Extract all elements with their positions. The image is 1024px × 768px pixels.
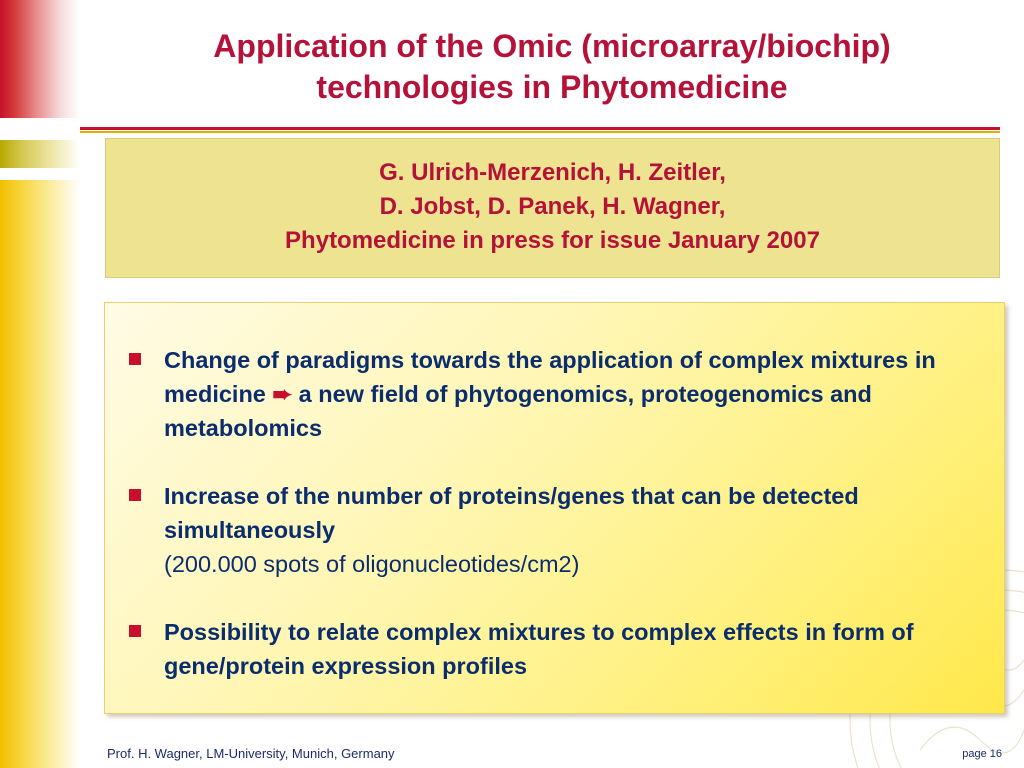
citation-authors-line-1: G. Ulrich-Merzenich, H. Zeitler, bbox=[379, 159, 726, 186]
bullet-text-part-1: Change of paradigms towards the application of complex mixtures in medicine bbox=[164, 347, 936, 407]
square-bullet-icon bbox=[129, 489, 141, 501]
square-bullet-icon bbox=[129, 625, 141, 637]
bullet-item bbox=[129, 343, 969, 445]
bullet-text: Increase of the number of proteins/genes that can be detected simultaneously bbox=[164, 483, 859, 543]
square-bullet-icon bbox=[129, 353, 141, 365]
bullet-subtext: (200.000 spots of oligonucleotides/cm2) bbox=[164, 551, 580, 577]
left-yellow-gradient-bar bbox=[0, 180, 80, 768]
slide-title bbox=[80, 26, 1024, 108]
bullet-text: Possibility to relate complex mixtures to complex effects in form of gene/protein expression profiles bbox=[164, 619, 914, 679]
left-red-gradient-bar bbox=[0, 0, 80, 118]
title-divider-gold bbox=[80, 131, 1000, 133]
content-box bbox=[104, 302, 1005, 714]
right-arrow-icon: ➨ bbox=[272, 381, 293, 407]
citation-box bbox=[105, 138, 1000, 278]
bullet-item bbox=[129, 615, 969, 683]
title-divider-red bbox=[80, 127, 1000, 130]
left-olive-gradient-bar bbox=[0, 140, 80, 168]
slide-title-line-2: technologies in Phytomedicine bbox=[316, 69, 788, 105]
page-number: page 16 bbox=[962, 748, 1002, 760]
bullet-text-part-2: a new field of phytogenomics, proteogenomics and metabolomics bbox=[164, 381, 872, 441]
bullet-text bbox=[164, 343, 969, 445]
bullet-item bbox=[129, 479, 969, 581]
footer-author: Prof. H. Wagner, LM-University, Munich, Germany bbox=[107, 746, 395, 761]
bullet-list bbox=[129, 343, 969, 717]
citation-authors-line-2: D. Jobst, D. Panek, H. Wagner, bbox=[379, 193, 726, 220]
citation-journal-line: Phytomedicine in press for issue January 2007 bbox=[285, 227, 820, 254]
slide-title-line-1: Application of the Omic (microarray/biochip) bbox=[213, 28, 891, 64]
